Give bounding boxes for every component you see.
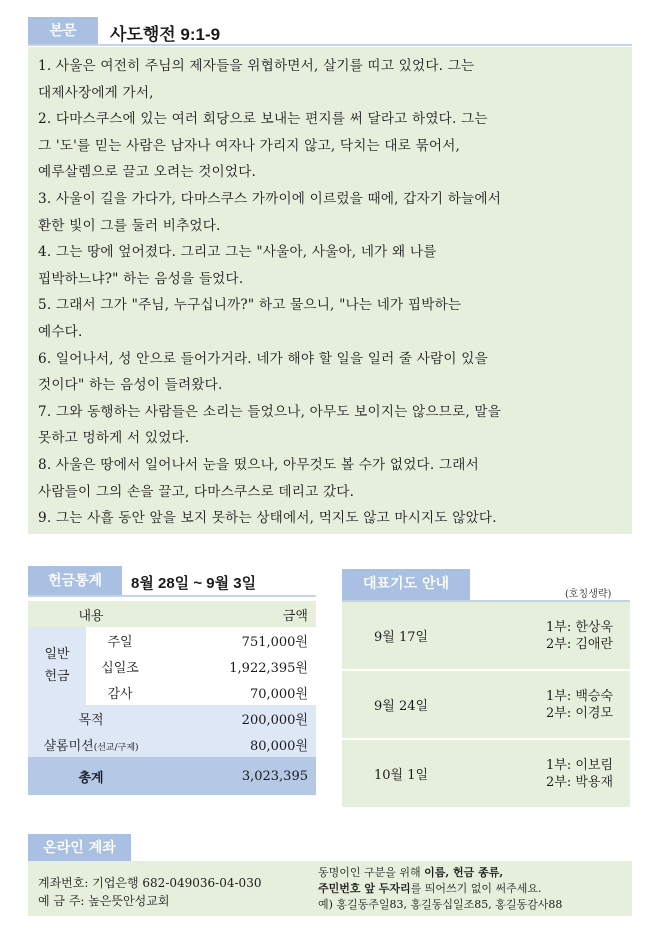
prayer-names [504, 670, 630, 739]
scripture-line: 5. 그래서 그가 "주님, 누구십니까?" 하고 물으니, "나는 네가 핍박하는 [38, 297, 462, 314]
prayer-second-service: 2부: 박용재 [546, 774, 614, 790]
prayer-second-service: 2부: 이경모 [546, 705, 614, 721]
prayer-date: 9월 24일 [342, 670, 504, 739]
scripture-line: 2. 다마스쿠스에 있는 여러 회당으로 보내는 편지를 써 달라고 하였다. 그는 [38, 111, 488, 128]
purpose-amount: 200,000원 [241, 712, 308, 728]
scripture-line: 9. 그는 사흘 동안 앞을 보지 못하는 상태에서, 먹지도 않고 마시지도 않았다. [38, 510, 497, 527]
scripture-reference: 사도행전 9:1-9 [110, 25, 221, 44]
total-amount: 3,023,395 [154, 757, 316, 795]
scripture-line: 7. 그와 동행하는 사람들은 소리는 들었으나, 아무도 보이지는 않으므로, 말을 [38, 403, 502, 420]
offering-item-amount: 1,922,395원 [229, 660, 308, 676]
prayer-first-service: 1부: 이보림 [546, 757, 614, 773]
scripture-header-divider [28, 44, 632, 46]
offering-header-divider [28, 595, 316, 597]
prayer-row [342, 670, 630, 739]
offering-row-shalom [28, 731, 316, 757]
scripture-line: 대제사장에게 가서, [38, 84, 154, 101]
purpose-label: 목적 [78, 712, 104, 728]
scripture-line: 6. 일어나서, 성 안으로 들어가거라. 네가 해야 할 일을 일러 줄 사람이 있을 [38, 350, 488, 367]
offering-item-amount: 751,000원 [241, 634, 308, 650]
scripture-line: 환한 빛이 그를 둘러 비추었다. [38, 217, 221, 234]
account-holder: 예 금 주: 높은뜻안성교회 [38, 894, 170, 908]
offering-row-total [28, 757, 316, 795]
general-offering-label [28, 627, 86, 705]
general-label-1: 일반 [44, 647, 70, 662]
general-label-2: 헌금 [44, 669, 70, 684]
account-note-line-1 [318, 865, 562, 881]
scripture-line: 예수다. [38, 323, 83, 340]
prayer-row [342, 739, 630, 808]
offering-item-label: 십일조 [101, 660, 139, 676]
account-note-example: 예) 홍길동주일83, 홍길동십일조85, 홍길동감사88 [318, 898, 563, 911]
prayer-second-service: 2부: 김애란 [546, 636, 614, 652]
scripture-line: 그 '도'를 믿는 사람은 남자나 여자나 가리지 않고, 닥치는 대로 묶어서, [38, 137, 461, 154]
offering-header-item: 내용 [78, 608, 104, 624]
offering-item-amount: 70,000원 [249, 686, 308, 702]
scripture-line: 핍박하느냐?" 하는 음성을 들었다. [38, 270, 244, 287]
note-bold-2: 주민번호 앞 두자리 [318, 882, 411, 895]
offering-period: 8월 28일 ~ 9월 3일 [131, 575, 257, 592]
offering-header-row [28, 601, 316, 627]
scripture-line: 사람들이 그의 손을 끌고, 다마스쿠스로 데리고 갔다. [38, 483, 355, 500]
offering-item-label: 감사 [107, 686, 133, 702]
offering-section-label: 헌금통계 [28, 566, 122, 596]
account-note-line-2 [318, 881, 562, 897]
scripture-line: 8. 사울은 땅에서 일어나서 눈을 떴으나, 아무것도 볼 수가 없었다. 그래서 [38, 456, 479, 473]
offering-item-label: 주일 [107, 634, 133, 650]
prayer-table [342, 602, 630, 809]
scripture-section-label: 본문 [28, 17, 98, 45]
prayer-names [504, 602, 630, 670]
scripture-line: 3. 사울이 길을 가다가, 다마스쿠스 가까이에 이르렀을 때에, 갑자기 하늘에서 [38, 190, 502, 207]
account-number: 계좌번호: 기업은행 682-049036-04-030 [38, 876, 262, 890]
scripture-line: 것이다" 하는 음성이 들려왔다. [38, 377, 223, 394]
prayer-date: 10월 1일 [342, 739, 504, 808]
prayer-first-service: 1부: 한상욱 [546, 619, 614, 635]
scripture-line: 못하고 멍하게 서 있었다. [38, 430, 190, 447]
prayer-names [504, 739, 630, 808]
prayer-section-label: 대표기도 안내 [342, 569, 470, 600]
prayer-date: 9월 17일 [342, 602, 504, 670]
offering-header-amount: 금액 [282, 608, 308, 624]
shalom-amount: 80,000원 [249, 738, 308, 754]
shalom-mission-label [28, 731, 154, 757]
scripture-line: 1. 사울은 여전히 주님의 제자들을 위협하면서, 살기를 띠고 있었다. 그는 [38, 58, 475, 74]
account-note [318, 865, 562, 913]
account-section-label: 온라인 계좌 [28, 834, 131, 862]
account-info [38, 874, 261, 910]
offering-row-purpose [28, 705, 316, 731]
scripture-line: 4. 그는 땅에 엎어졌다. 그리고 그는 "사울아, 사울아, 네가 왜 나를 [38, 244, 437, 261]
offering-table [28, 601, 316, 795]
prayer-row [342, 602, 630, 670]
scripture-line: 예루살렘으로 끌고 오려는 것이었다. [38, 164, 257, 181]
total-label: 총계 [28, 757, 154, 795]
note-pre: 동명이인 구분을 위해 [318, 866, 425, 879]
shalom-label: 샬롬미션 [43, 738, 94, 754]
scripture-text-box [28, 47, 632, 534]
offering-row-sunday [28, 627, 316, 653]
shalom-sub-label: (선교/구제) [93, 742, 139, 753]
prayer-title-note: (호칭생략) [565, 589, 612, 600]
note-bold-1: 이름, 헌금 종류, [424, 866, 504, 879]
prayer-first-service: 1부: 백승숙 [546, 688, 614, 704]
note-mid: 를 띄어쓰기 없이 써주세요. [410, 882, 542, 895]
